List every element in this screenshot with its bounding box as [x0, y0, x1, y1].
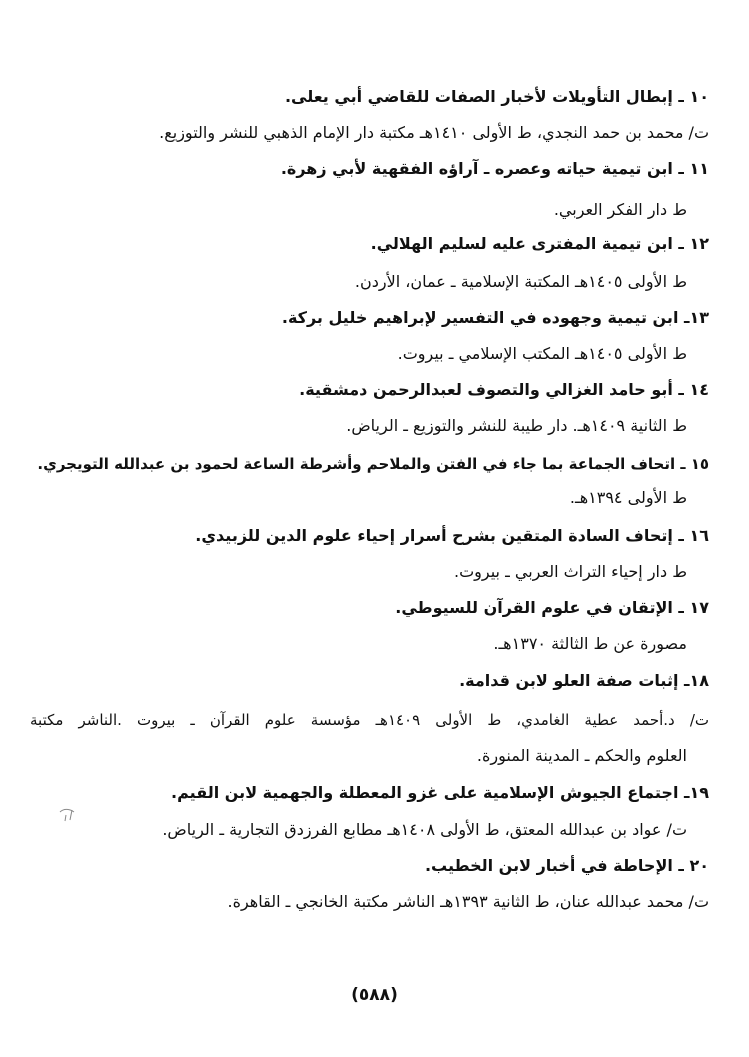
entry-18-title: ١٨ـ إثبات صفة العلو لابن قدامة.	[459, 671, 709, 690]
entry-15-title: ١٥ ـ اتحاف الجماعة بما جاء في الفتن والملاحم وأشرطة الساعة لحمود بن عبدالله التويجري.	[37, 455, 709, 473]
page-number: (٥٨٨)	[351, 985, 398, 1005]
entry-14-title: ١٤ ـ أبو حامد الغزالي والتصوف لعبدالرحمن دمشقية.	[299, 380, 709, 399]
entry-20-detail: ت/ محمد عبدالله عنان، ط الثانية ١٣٩٣هـ الناشر مكتبة الخانجي ـ القاهرة.	[227, 892, 709, 911]
entry-12-detail: ط الأولى ١٤٠٥هـ المكتبة الإسلامية ـ عمان، الأردن.	[354, 272, 687, 291]
entry-16-detail: ط دار إحياء التراث العربي ـ بيروت.	[454, 562, 687, 581]
entry-14-detail: ط الثانية ١٤٠٩هـ. دار طيبة للنشر والتوزيع ـ الرياض.	[346, 416, 687, 435]
entry-12-title: ١٢ ـ ابن تيمية المفترى عليه لسليم الهلالي.	[370, 234, 709, 253]
entry-20-title: ٢٠ ـ الإحاطة في أخبار لابن الخطيب.	[424, 856, 709, 875]
entry-10-title: ١٠ ـ إبطال التأويلات لأخبار الصفات للقاضي أبي يعلى.	[284, 87, 709, 106]
entry-18-detail-line-1: ت/ د.أحمد عطية الغامدي، ط الأولى ١٤٠٩هـ مؤسسة علوم القرآن ـ بيروت .الناشر مكتبة	[30, 711, 709, 729]
entry-18-detail-line-2: العلوم والحكم ـ المدينة المنورة.	[476, 746, 687, 765]
margin-pencil-mark	[58, 806, 78, 824]
entry-11-detail: ط دار الفكر العربي.	[553, 200, 687, 219]
entry-16-title: ١٦ ـ إتحاف السادة المتقين بشرح أسرار إحياء علوم الدين للزبيدي.	[195, 526, 709, 545]
entry-19-detail: ت/ عواد بن عبدالله المعتق، ط الأولى ١٤٠٨هـ مطابع الفرزدق التجارية ـ الرياض.	[162, 820, 687, 839]
entry-10-detail: ت/ محمد بن حمد النجدي، ط الأولى ١٤١٠هـ مكتبة دار الإمام الذهبي للنشر والتوزيع.	[159, 123, 709, 142]
entry-13-detail: ط الأولى ١٤٠٥هـ المكتب الإسلامي ـ بيروت.	[397, 344, 687, 363]
entry-17-detail: مصورة عن ط الثالثة ١٣٧٠هـ.	[493, 634, 687, 653]
entry-19-title: ١٩ـ اجتماع الجيوش الإسلامية على غزو المعطلة والجهمية لابن القيم.	[171, 783, 709, 802]
entry-13-title: ١٣ـ ابن تيمية وجهوده في التفسير لإبراهيم خليل بركة.	[281, 308, 709, 327]
entry-15-detail: ط الأولى ١٣٩٤هـ.	[569, 488, 687, 507]
entry-17-title: ١٧ ـ الإتقان في علوم القرآن للسيوطي.	[395, 598, 709, 617]
entry-11-title: ١١ ـ ابن تيمية حياته وعصره ـ آراؤه الفقهية لأبي زهرة.	[280, 159, 709, 178]
